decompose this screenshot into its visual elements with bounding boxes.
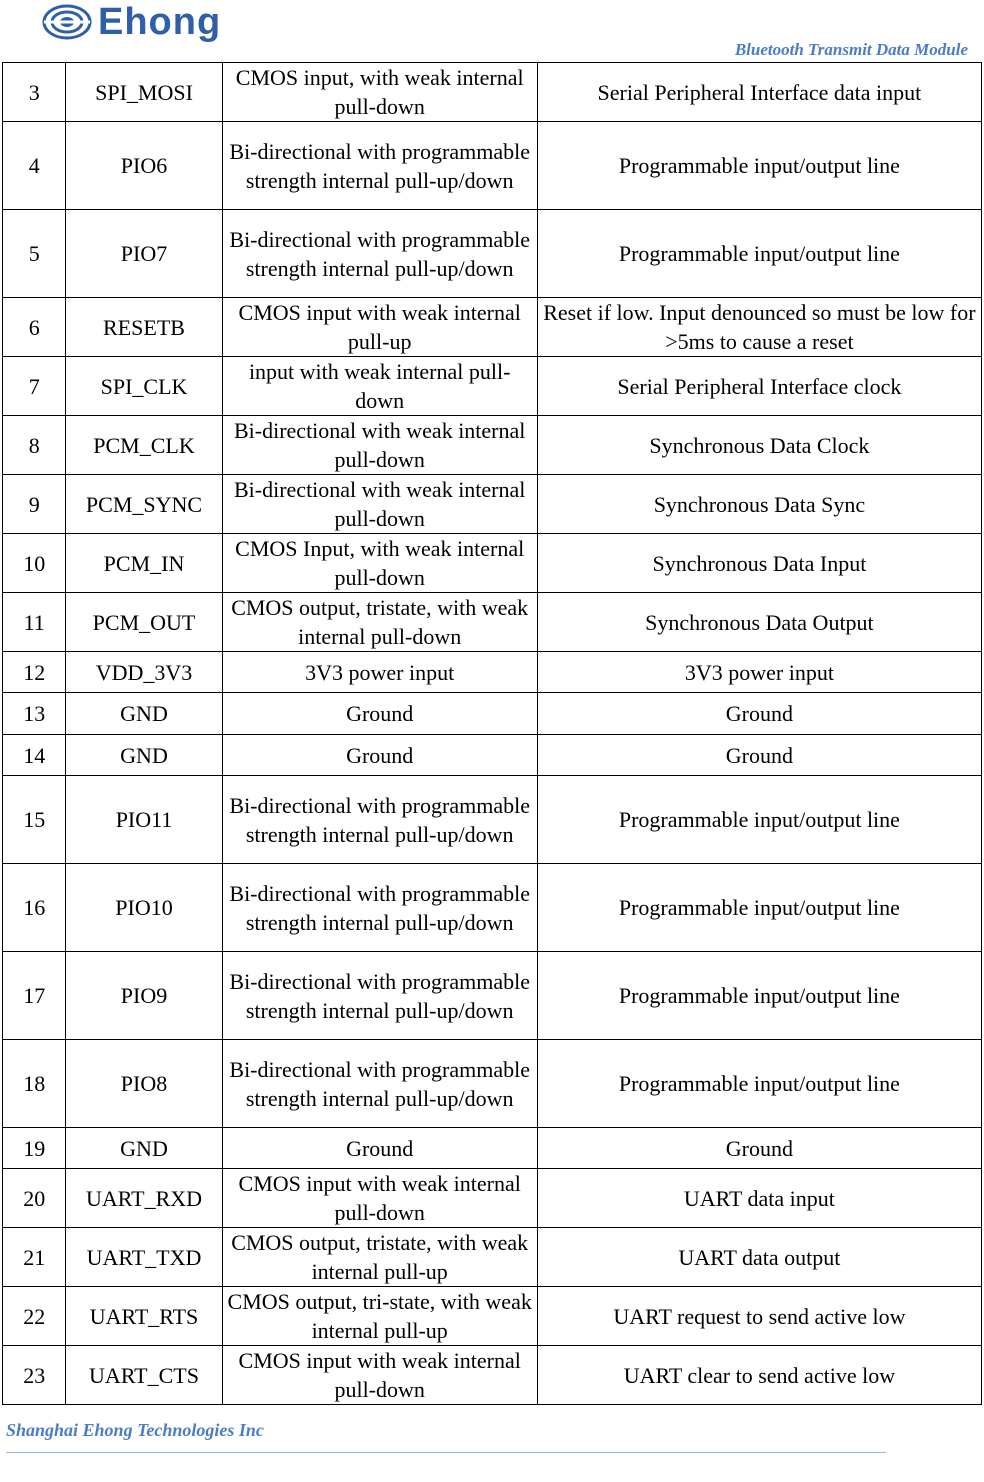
pin-description-cell: Reset if low. Input denounced so must be low for >5ms to cause a reset xyxy=(537,298,981,357)
pin-number-cell: 17 xyxy=(3,952,66,1040)
pin-description-cell: Synchronous Data Input xyxy=(537,534,981,593)
pin-type-cell: Ground xyxy=(222,1128,537,1169)
pin-number-cell: 10 xyxy=(3,534,66,593)
pin-description-cell: Ground xyxy=(537,693,981,735)
pin-name-cell: PIO11 xyxy=(66,776,222,864)
table-row xyxy=(3,776,982,864)
pin-name-cell: GND xyxy=(66,1128,222,1169)
pin-description-cell: Synchronous Data Output xyxy=(537,593,981,652)
pin-name-cell: UART_RXD xyxy=(66,1169,222,1228)
table-row xyxy=(3,693,982,735)
pin-description-cell: Ground xyxy=(537,735,981,776)
pin-type-cell: Ground xyxy=(222,735,537,776)
table-row xyxy=(3,1128,982,1169)
pin-description-cell: Programmable input/output line xyxy=(537,210,981,298)
pin-description-cell: Programmable input/output line xyxy=(537,1040,981,1128)
pin-name-cell: VDD_3V3 xyxy=(66,652,222,693)
pin-description-cell: UART clear to send active low xyxy=(537,1346,981,1405)
table-row xyxy=(3,298,982,357)
pin-type-cell: Bi-directional with programmable strength internal pull-up/down xyxy=(222,210,537,298)
pin-description-cell: Programmable input/output line xyxy=(537,952,981,1040)
pin-number-cell: 23 xyxy=(3,1346,66,1405)
table-row xyxy=(3,593,982,652)
pin-description-cell: Programmable input/output line xyxy=(537,776,981,864)
company-logo xyxy=(42,0,221,44)
pin-description-cell: Serial Peripheral Interface data input xyxy=(537,63,981,122)
pin-type-cell: Bi-directional with programmable strength internal pull-up/down xyxy=(222,864,537,952)
pin-name-cell: PIO7 xyxy=(66,210,222,298)
pin-description-cell: Programmable input/output line xyxy=(537,122,981,210)
pin-number-cell: 18 xyxy=(3,1040,66,1128)
pin-number-cell: 16 xyxy=(3,864,66,952)
pin-description-cell: Ground xyxy=(537,1128,981,1169)
pin-name-cell: GND xyxy=(66,693,222,735)
pin-description-cell: Synchronous Data Clock xyxy=(537,416,981,475)
table-row xyxy=(3,1346,982,1405)
pin-number-cell: 6 xyxy=(3,298,66,357)
pin-number-cell: 12 xyxy=(3,652,66,693)
pin-number-cell: 22 xyxy=(3,1287,66,1346)
pin-number-cell: 9 xyxy=(3,475,66,534)
table-row xyxy=(3,475,982,534)
pin-description-cell: Synchronous Data Sync xyxy=(537,475,981,534)
table-row xyxy=(3,122,982,210)
pin-description-cell: UART data output xyxy=(537,1228,981,1287)
pin-type-cell: CMOS input with weak internal pull-down xyxy=(222,1346,537,1405)
table-row xyxy=(3,357,982,416)
logo-text: Ehong xyxy=(98,1,222,43)
table-row xyxy=(3,210,982,298)
table-row xyxy=(3,1287,982,1346)
pin-type-cell: Bi-directional with programmable strength internal pull-up/down xyxy=(222,952,537,1040)
pin-number-cell: 20 xyxy=(3,1169,66,1228)
pin-name-cell: UART_TXD xyxy=(66,1228,222,1287)
pin-type-cell: Bi-directional with programmable strength internal pull-up/down xyxy=(222,1040,537,1128)
pin-name-cell: UART_RTS xyxy=(66,1287,222,1346)
footer-company: Shanghai Ehong Technologies Inc xyxy=(6,1420,264,1440)
pin-description-cell: Programmable input/output line xyxy=(537,864,981,952)
pin-name-cell: PCM_OUT xyxy=(66,593,222,652)
ehong-logo-icon xyxy=(42,3,92,41)
pin-name-cell: UART_CTS xyxy=(66,1346,222,1405)
pin-description-table xyxy=(2,62,982,1405)
pin-number-cell: 13 xyxy=(3,693,66,735)
pin-type-cell: CMOS output, tri-state, with weak internal pull-up xyxy=(222,1287,537,1346)
pin-type-cell: CMOS output, tristate, with weak internal pull-down xyxy=(222,593,537,652)
pin-type-cell: CMOS input with weak internal pull-down xyxy=(222,1169,537,1228)
table-row xyxy=(3,1040,982,1128)
pin-type-cell: 3V3 power input xyxy=(222,652,537,693)
pin-type-cell: CMOS Input, with weak internal pull-down xyxy=(222,534,537,593)
pin-type-cell: Bi-directional with programmable strength internal pull-up/down xyxy=(222,122,537,210)
pin-number-cell: 11 xyxy=(3,593,66,652)
table-row xyxy=(3,1228,982,1287)
pin-description-cell: UART request to send active low xyxy=(537,1287,981,1346)
pin-type-cell: CMOS output, tristate, with weak internal pull-up xyxy=(222,1228,537,1287)
pin-type-cell: Ground xyxy=(222,693,537,735)
pin-number-cell: 3 xyxy=(3,63,66,122)
pin-name-cell: PIO6 xyxy=(66,122,222,210)
pin-name-cell: PCM_IN xyxy=(66,534,222,593)
pin-name-cell: SPI_MOSI xyxy=(66,63,222,122)
pin-type-cell: input with weak internal pull-down xyxy=(222,357,537,416)
table-row xyxy=(3,534,982,593)
pin-name-cell: PIO9 xyxy=(66,952,222,1040)
table-row xyxy=(3,652,982,693)
pin-name-cell: SPI_CLK xyxy=(66,357,222,416)
table-row xyxy=(3,63,982,122)
pin-name-cell: PCM_CLK xyxy=(66,416,222,475)
table-row xyxy=(3,735,982,776)
pin-description-cell: 3V3 power input xyxy=(537,652,981,693)
table-row xyxy=(3,864,982,952)
pin-number-cell: 14 xyxy=(3,735,66,776)
pin-type-cell: Bi-directional with weak internal pull-down xyxy=(222,475,537,534)
pin-name-cell: GND xyxy=(66,735,222,776)
pin-name-cell: PIO8 xyxy=(66,1040,222,1128)
pin-number-cell: 15 xyxy=(3,776,66,864)
pin-description-cell: UART data input xyxy=(537,1169,981,1228)
pin-number-cell: 19 xyxy=(3,1128,66,1169)
footer-divider xyxy=(6,1452,886,1453)
pin-description-cell: Serial Peripheral Interface clock xyxy=(537,357,981,416)
table-row xyxy=(3,1169,982,1228)
pin-type-cell: Bi-directional with programmable strength internal pull-up/down xyxy=(222,776,537,864)
pin-type-cell: Bi-directional with weak internal pull-down xyxy=(222,416,537,475)
pin-number-cell: 21 xyxy=(3,1228,66,1287)
table-row xyxy=(3,952,982,1040)
pin-number-cell: 5 xyxy=(3,210,66,298)
module-title: Bluetooth Transmit Data Module xyxy=(734,40,968,59)
table-row xyxy=(3,416,982,475)
pin-type-cell: CMOS input with weak internal pull-up xyxy=(222,298,537,357)
pin-name-cell: PIO10 xyxy=(66,864,222,952)
pin-number-cell: 7 xyxy=(3,357,66,416)
pin-number-cell: 4 xyxy=(3,122,66,210)
pin-type-cell: CMOS input, with weak internal pull-down xyxy=(222,63,537,122)
pin-number-cell: 8 xyxy=(3,416,66,475)
pin-name-cell: RESETB xyxy=(66,298,222,357)
pin-name-cell: PCM_SYNC xyxy=(66,475,222,534)
